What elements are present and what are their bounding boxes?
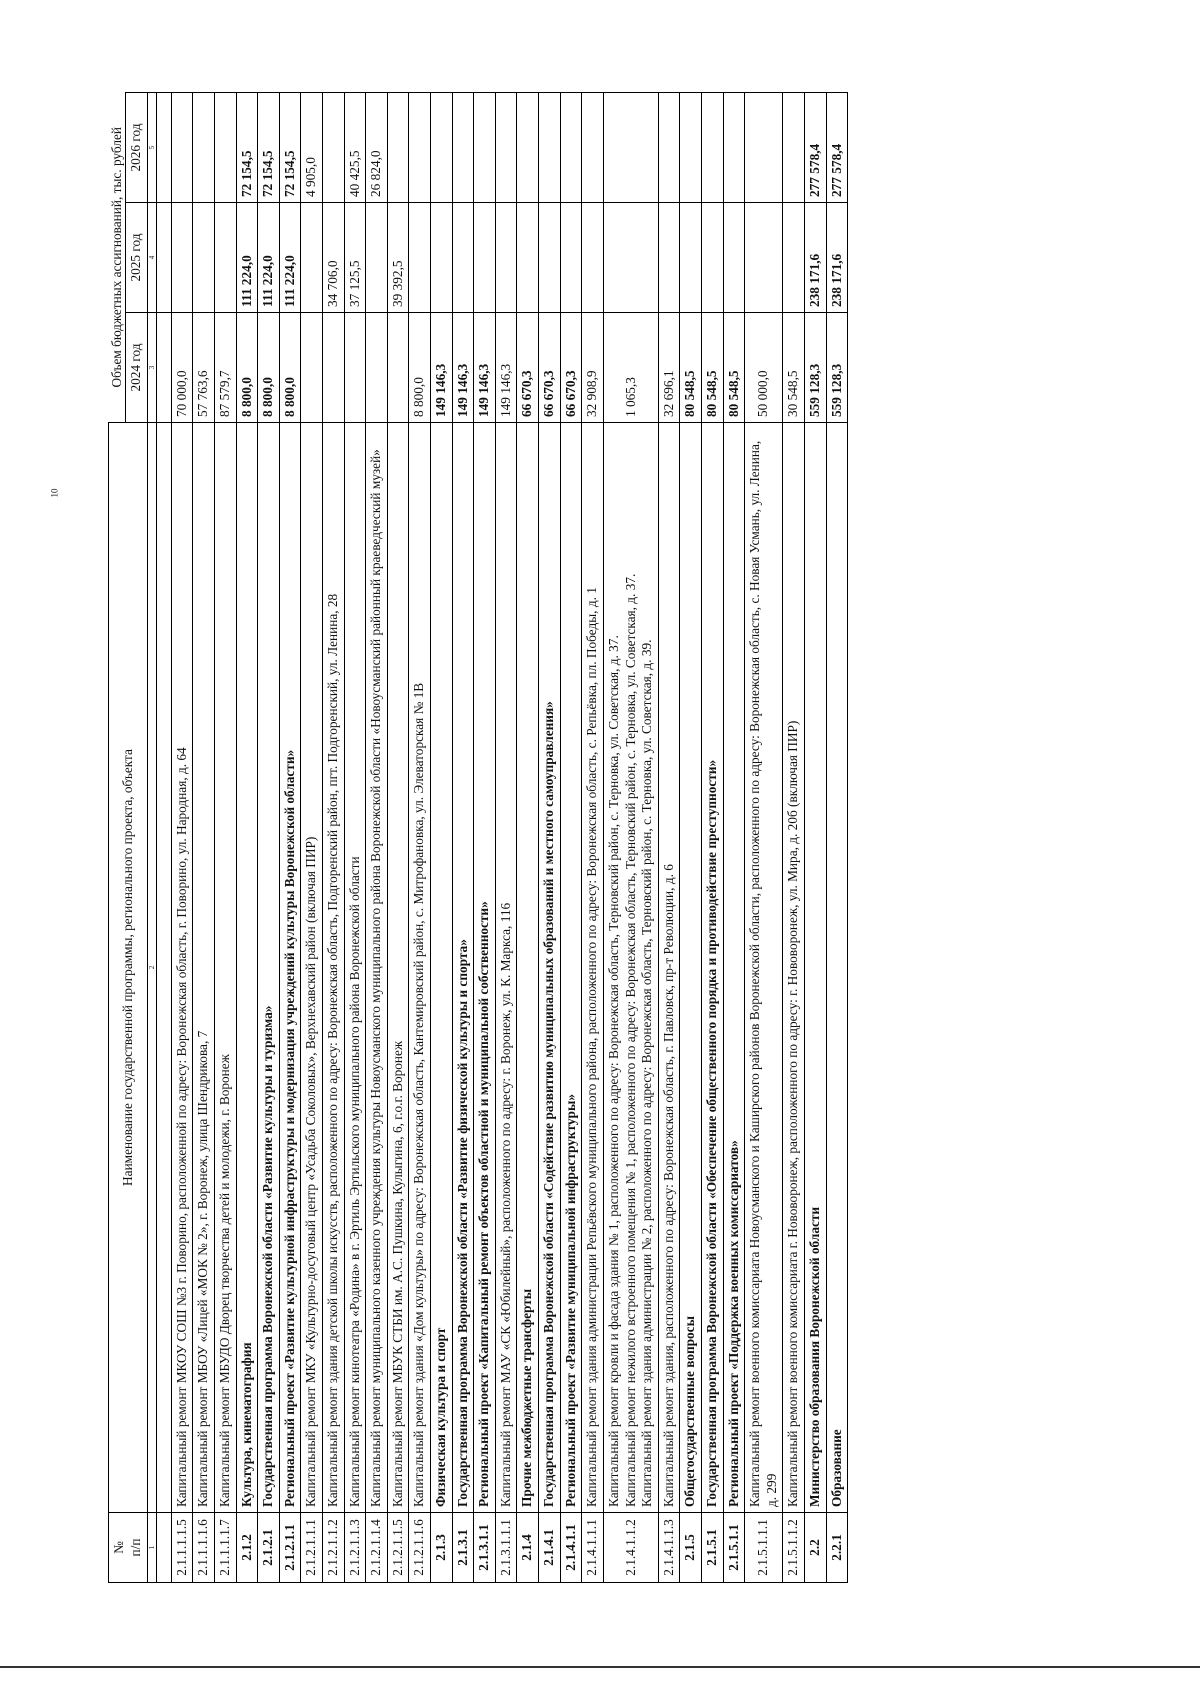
value-2025 [431, 203, 453, 313]
value-2025 [539, 203, 561, 313]
row-number: 2.1.4.1 [539, 1513, 561, 1583]
header-name: Наименование государственной программы, регионального проекта, объекта [109, 423, 148, 1513]
table-row [560, 92, 582, 1582]
row-name: Общегосударственные вопросы [680, 423, 702, 1513]
table-row [387, 92, 409, 1582]
table-row [236, 92, 258, 1582]
value-2024: 559 128,3 [805, 313, 827, 423]
table-row [344, 92, 366, 1582]
row-number: 2.2.1 [826, 1513, 848, 1583]
header-year-2024: 2024 год [126, 313, 148, 423]
table-row [214, 92, 236, 1582]
row-number: 2.1.4.1.1 [560, 1513, 582, 1583]
value-2025 [680, 203, 702, 313]
value-2024: 149 146,3 [431, 313, 453, 423]
value-2025 [495, 203, 517, 313]
value-2024 [301, 313, 323, 423]
value-2026 [582, 92, 604, 202]
value-2025: 238 171,6 [826, 203, 848, 313]
value-2025 [723, 203, 745, 313]
value-2025 [517, 203, 539, 313]
row-name: Региональный проект «Капитальный ремонт объектов областной и муниципальной собственности» [474, 423, 496, 1513]
row-name: Государственная программа Воронежской области «Содействие развитию муниципальных образований и местного самоуправления» [539, 423, 561, 1513]
value-2025 [658, 203, 680, 313]
value-2026 [322, 92, 344, 202]
value-2026 [452, 92, 474, 202]
value-2026 [431, 92, 453, 202]
value-2025: 37 125,5 [344, 203, 366, 313]
value-2024: 66 670,3 [560, 313, 582, 423]
row-number: 2.1.3.1.1 [474, 1513, 496, 1583]
value-2024 [387, 313, 409, 423]
value-2026 [409, 92, 431, 202]
row-name: Капитальный ремонт муниципального казенного учреждения культуры Новоусманского муниципального района Воронежской области «Новоусманский районный краеведческий музей» [366, 423, 388, 1513]
row-name: Региональный проект «Развитие культурной инфраструктуры и модернизация учреждений культуры Воронежской области» [279, 423, 301, 1513]
value-2025 [301, 203, 323, 313]
value-2024: 32 908,9 [582, 313, 604, 423]
value-2025: 34 706,0 [322, 203, 344, 313]
row-name: Региональный проект «Развитие муниципальной инфраструктуры» [560, 423, 582, 1513]
index-cell: 3 [147, 313, 156, 423]
row-name: Образование [826, 423, 848, 1513]
value-2026 [214, 92, 236, 202]
row-name: Капитальный ремонт военного комиссариата г. Нововоронеж, расположенного по адресу: г. Нововоронеж, ул. Мира, д. 20б (включая ПИР) [783, 423, 805, 1513]
table-row [723, 92, 745, 1582]
row-name: Капитальный ремонт здания детской школы искусств, расположенного по адресу: Воронежская область, Подгоренский район, пгт. Подгоренский, ул. Ленина, 28 [322, 423, 344, 1513]
row-number: 2.1.2.1.1 [279, 1513, 301, 1583]
value-2026: 72 154,5 [279, 92, 301, 202]
index-cell: 4 [147, 203, 156, 313]
row-number: 2.1.3.1.1.1 [495, 1513, 517, 1583]
value-2026: 26 824,0 [366, 92, 388, 202]
value-2024: 149 146,3 [495, 313, 517, 423]
value-2024: 8 800,0 [409, 313, 431, 423]
index-cell: 1 [147, 1513, 156, 1583]
row-number: 2.1.4.1.1.1 [582, 1513, 604, 1583]
value-2024: 8 800,0 [236, 313, 258, 423]
value-2026: 72 154,5 [258, 92, 280, 202]
value-2026 [701, 92, 723, 202]
row-number: 2.1.5.1 [701, 1513, 723, 1583]
value-2024: 32 696,1 [658, 313, 680, 423]
rotated-table-container [108, 93, 1138, 1583]
table-row [322, 92, 344, 1582]
table-row [805, 92, 827, 1582]
row-number: 2.1.5 [680, 1513, 702, 1583]
row-number: 2.1.4.1.1.2 [603, 1513, 658, 1583]
table-row [826, 92, 848, 1582]
value-2024: 149 146,3 [474, 313, 496, 423]
value-2026 [560, 92, 582, 202]
value-2025 [783, 203, 805, 313]
value-2024: 80 548,5 [701, 313, 723, 423]
row-name: Капитальный ремонт военного комиссариата Новоусманского и Каширского районов Воронежской области, расположенного по адресу: Воронежская область, с. Новая Усмань, ул. Ленина, д. 299 [745, 423, 783, 1513]
value-2024: 559 128,3 [826, 313, 848, 423]
row-number: 2.1.2.1 [258, 1513, 280, 1583]
value-2026 [387, 92, 409, 202]
value-2025 [745, 203, 783, 313]
value-2026 [517, 92, 539, 202]
row-name: Культура, кинематография [236, 423, 258, 1513]
value-2024: 8 800,0 [258, 313, 280, 423]
value-2024: 66 670,3 [517, 313, 539, 423]
value-2026: 72 154,5 [236, 92, 258, 202]
value-2024 [366, 313, 388, 423]
row-number: 2.1.3.1 [452, 1513, 474, 1583]
value-2026 [495, 92, 517, 202]
row-number: 2.1.3 [431, 1513, 453, 1583]
value-2025: 39 392,5 [387, 203, 409, 313]
value-2026 [783, 92, 805, 202]
value-2026 [193, 92, 215, 202]
row-name: Прочие межбюджетные трансферты [517, 423, 539, 1513]
row-name: Капитальный ремонт МКОУ СОШ №3 г. Поворино, расположенной по адресу: Воронежская область, г. Поворино, ул. Народная, д. 64 [171, 423, 193, 1513]
row-number: 2.1.4.1.1.3 [658, 1513, 680, 1583]
table-row [474, 92, 496, 1582]
row-name: Капитальный ремонт МАУ «СК «Юбилейный», расположенного по адресу: г. Воронеж, ул. К. Маркса, 116 [495, 423, 517, 1513]
table-row [452, 92, 474, 1582]
row-name: Капитальный ремонт МКУ «Культурно-досуговый центр «Усадьба Соколовых», Верхнехавский район (включая ПИР) [301, 423, 323, 1513]
table-row [193, 92, 215, 1582]
table-row [366, 92, 388, 1582]
table-row [582, 92, 604, 1582]
row-number: 2.1.2.1.1.6 [409, 1513, 431, 1583]
value-2025 [193, 203, 215, 313]
value-2026: 277 578,4 [826, 92, 848, 202]
value-2025 [171, 203, 193, 313]
value-2026 [603, 92, 658, 202]
index-cell: 5 [147, 92, 156, 202]
table-row [431, 92, 453, 1582]
value-2026 [474, 92, 496, 202]
row-name: Капитальный ремонт кровли и фасада здания № 1, расположенного по адресу: Воронежская область, Терновский район, с. Терновка, ул. Советская, д. 37. Капитальный ремонт нежилого встроенного помещения № 1, расположенного по адресу: Воронежская область, Терновский район, с. Терновка, ул. Советская, д. 37. Капитальный ремонт здания администрации № 2, расположенного по адресу: Воронежская область, Терновский район, с. Терновка, ул. Советская, д. 39. [603, 423, 658, 1513]
header-volume: Объем бюджетных ассигнований, тыс. рублей [109, 92, 126, 422]
row-number: 2.2 [805, 1513, 827, 1583]
value-2024 [322, 313, 344, 423]
table-body [171, 92, 848, 1582]
row-number: 2.1.2.1.1.1 [301, 1513, 323, 1583]
row-name: Физическая культура и спорт [431, 423, 453, 1513]
row-number: 2.1.2.1.1.3 [344, 1513, 366, 1583]
value-2025 [452, 203, 474, 313]
row-number: 2.1.4 [517, 1513, 539, 1583]
row-name: Министерство образования Воронежской области [805, 423, 827, 1513]
value-2026 [680, 92, 702, 202]
row-name: Капитальный ремонт МБОУ «Лицей «МОК № 2», г. Воронеж, улица Шендрикова, 7 [193, 423, 215, 1513]
value-2025 [560, 203, 582, 313]
header-year-2025: 2025 год [126, 203, 148, 313]
row-name: Государственная программа Воронежской области «Обеспечение общественного порядка и противодействие преступности» [701, 423, 723, 1513]
row-name: Государственная программа Воронежской области «Развитие физической культуры и спорта» [452, 423, 474, 1513]
row-number: 2.1.1.1.1.7 [214, 1513, 236, 1583]
row-number: 2.1.5.1.1.2 [783, 1513, 805, 1583]
table-row [658, 92, 680, 1582]
row-name: Капитальный ремонт здания «Дом культуры» по адресу: Воронежская область, Кантемировский район, с. Митрофановка, ул. Элеваторская № 1В [409, 423, 431, 1513]
value-2026 [658, 92, 680, 202]
value-2025 [603, 203, 658, 313]
row-name: Региональный проект «Поддержка военных комиссариатов» [723, 423, 745, 1513]
page-bottom-rule [0, 1666, 1200, 1668]
table-row [171, 92, 193, 1582]
value-2025: 111 224,0 [258, 203, 280, 313]
value-2024: 30 548,5 [783, 313, 805, 423]
value-2026 [171, 92, 193, 202]
value-2025 [214, 203, 236, 313]
table-row [701, 92, 723, 1582]
row-number: 2.1.2 [236, 1513, 258, 1583]
row-name: Государственная программа Воронежской области «Развитие культуры и туризма» [258, 423, 280, 1513]
value-2026 [723, 92, 745, 202]
header-year-2026: 2026 год [126, 92, 148, 202]
value-2024: 87 579,7 [214, 313, 236, 423]
value-2025 [474, 203, 496, 313]
index-cell: 2 [147, 423, 156, 1513]
row-number: 2.1.2.1.1.2 [322, 1513, 344, 1583]
row-name: Капитальный ремонт здания администрации Репьёвского муниципального района, расположенного по адресу: Воронежская область, с. Репьёвка, пл. Победы, д. 1 [582, 423, 604, 1513]
row-number: 2.1.5.1.1 [723, 1513, 745, 1583]
value-2026: 40 425,5 [344, 92, 366, 202]
table-row [409, 92, 431, 1582]
table-row [279, 92, 301, 1582]
row-number: 2.1.2.1.1.4 [366, 1513, 388, 1583]
row-name: Капитальный ремонт кинотеатра «Родина» в г. Эртиль Эртильского муниципального района Воронежской области [344, 423, 366, 1513]
value-2025: 111 224,0 [236, 203, 258, 313]
value-2024: 50 000,0 [745, 313, 783, 423]
table-row [783, 92, 805, 1582]
value-2025 [701, 203, 723, 313]
row-number: 2.1.2.1.1.5 [387, 1513, 409, 1583]
table-row [258, 92, 280, 1582]
value-2026: 277 578,4 [805, 92, 827, 202]
table-row [539, 92, 561, 1582]
table-row [603, 92, 658, 1582]
value-2024: 1 065,3 [603, 313, 658, 423]
value-2026: 4 905,0 [301, 92, 323, 202]
value-2024: 149 146,3 [452, 313, 474, 423]
table-row [680, 92, 702, 1582]
table-row [745, 92, 783, 1582]
value-2024: 8 800,0 [279, 313, 301, 423]
row-name: Капитальный ремонт здания, расположенного по адресу: Воронежская область, г. Павловск, пр-т Революции, д. 6 [658, 423, 680, 1513]
table-row [301, 92, 323, 1582]
value-2024: 80 548,5 [680, 313, 702, 423]
table-row [517, 92, 539, 1582]
header-num: № п/п [109, 1513, 148, 1583]
value-2024: 80 548,5 [723, 313, 745, 423]
row-number: 2.1.1.1.1.6 [193, 1513, 215, 1583]
value-2025 [409, 203, 431, 313]
value-2025 [366, 203, 388, 313]
value-2026 [539, 92, 561, 202]
row-number: 2.1.1.1.1.5 [171, 1513, 193, 1583]
budget-table [108, 92, 848, 1583]
page-number: 10 [49, 488, 60, 498]
row-name: Капитальный ремонт МБУДО Дворец творчества детей и молодежи, г. Воронеж [214, 423, 236, 1513]
table-row [495, 92, 517, 1582]
value-2025: 238 171,6 [805, 203, 827, 313]
value-2025: 111 224,0 [279, 203, 301, 313]
value-2024: 70 000,0 [171, 313, 193, 423]
value-2024: 57 763,6 [193, 313, 215, 423]
row-name: Капитальный ремонт МБУК СТБИ им. А.С. Пушкина, Кулыгина, 6, г.о.г. Воронеж [387, 423, 409, 1513]
value-2025 [582, 203, 604, 313]
value-2024 [344, 313, 366, 423]
value-2024: 66 670,3 [539, 313, 561, 423]
row-number: 2.1.5.1.1.1 [745, 1513, 783, 1583]
value-2026 [745, 92, 783, 202]
